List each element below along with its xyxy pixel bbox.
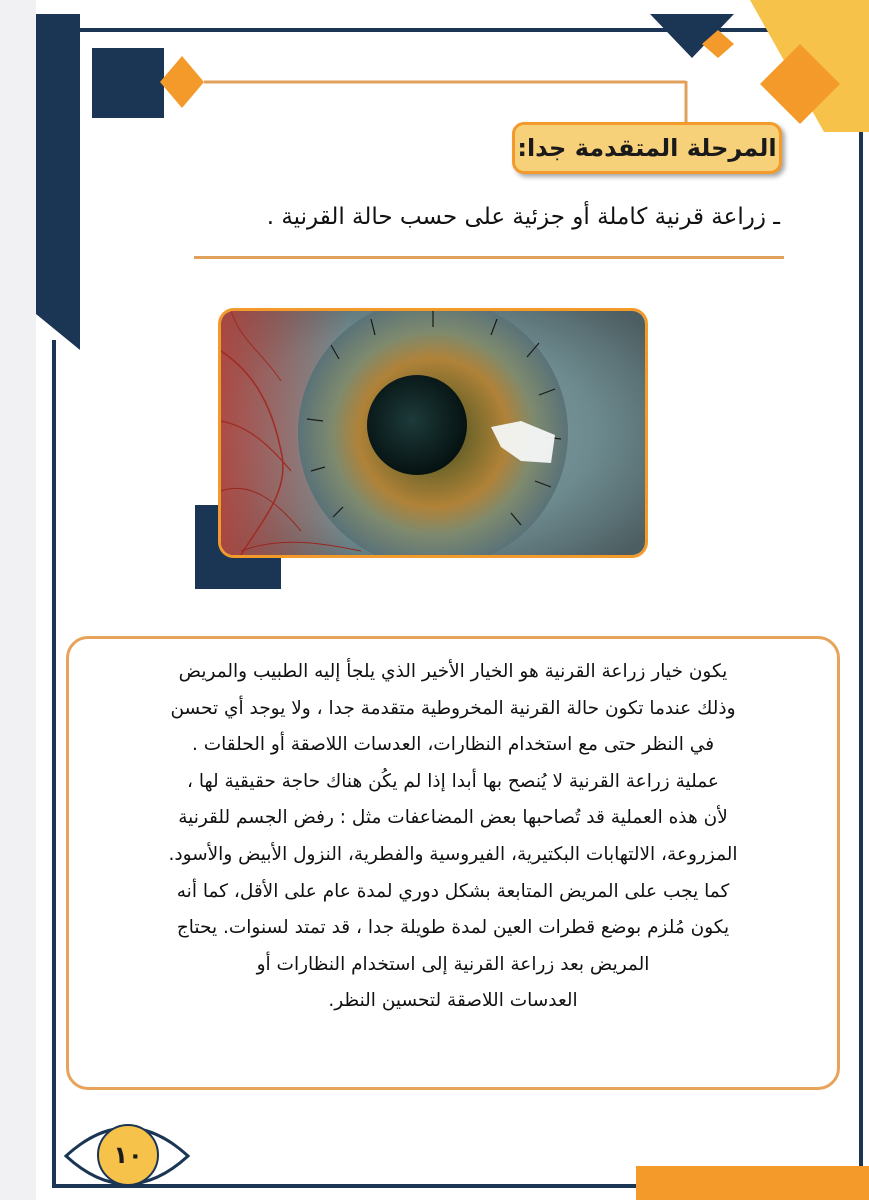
- frame-right-border: [859, 28, 863, 1188]
- top-right-decoration: [640, 0, 869, 140]
- paragraph-line: لأن هذه العملية قد تُصاحبها بعض المضاعفات مثل : رفض الجسم للقرنية: [178, 807, 728, 829]
- section-heading: المرحلة المتقدمة جدا:: [517, 134, 777, 162]
- paragraph-line: يكون خيار زراعة القرنية هو الخيار الأخير الذي يلجأ إليه الطبيب والمريض: [178, 661, 728, 682]
- divider-line: [194, 256, 784, 259]
- eye-photo: [218, 308, 648, 558]
- frame-left-border: [52, 340, 56, 1188]
- orange-diamond-connector: [160, 52, 700, 132]
- paragraph-line: العدسات اللاصقة لتحسين النظر.: [328, 990, 578, 1012]
- paragraph-line: كما يجب على المريض المتابعة بشكل دوري لمدة عام على الأقل، كما أنه: [176, 880, 730, 902]
- navy-square-decoration: [92, 48, 164, 118]
- paragraph-line: يكون مُلزم بوضع قطرات العين لمدة طويلة جدا ، قد تمتد لسنوات. يحتاج: [176, 917, 730, 939]
- paragraph-line: وذلك عندما تكون حالة القرنية المخروطية متقدمة جدا ، ولا يوجد أي تحسن: [170, 697, 736, 719]
- paragraph-line: المريض بعد زراعة القرنية إلى استخدام النظارات أو: [256, 953, 650, 975]
- paragraph-text: [76, 654, 830, 1020]
- left-navy-banner: [36, 14, 84, 354]
- page-number: ١٠: [97, 1124, 159, 1186]
- section-heading-badge: [512, 122, 782, 174]
- paragraph-line: في النظر حتى مع استخدام النظارات، العدسات اللاصقة أو الحلقات .: [191, 734, 715, 756]
- eye-illustration: [221, 311, 645, 555]
- paragraph-line: المزروعة، الالتهابات البكتيرية، الفيروسية والفطرية، النزول الأبيض والأسود.: [168, 843, 738, 865]
- bullet-point: ـ زراعة قرنية كاملة أو جزئية على حسب حالة القرنية .: [266, 204, 780, 230]
- paragraph-line: عملية زراعة القرنية لا يُنصح بها أبدا إذا لم يكُن هناك حاجة حقيقية لها ،: [187, 770, 719, 792]
- orange-strip-decoration: [636, 1166, 869, 1200]
